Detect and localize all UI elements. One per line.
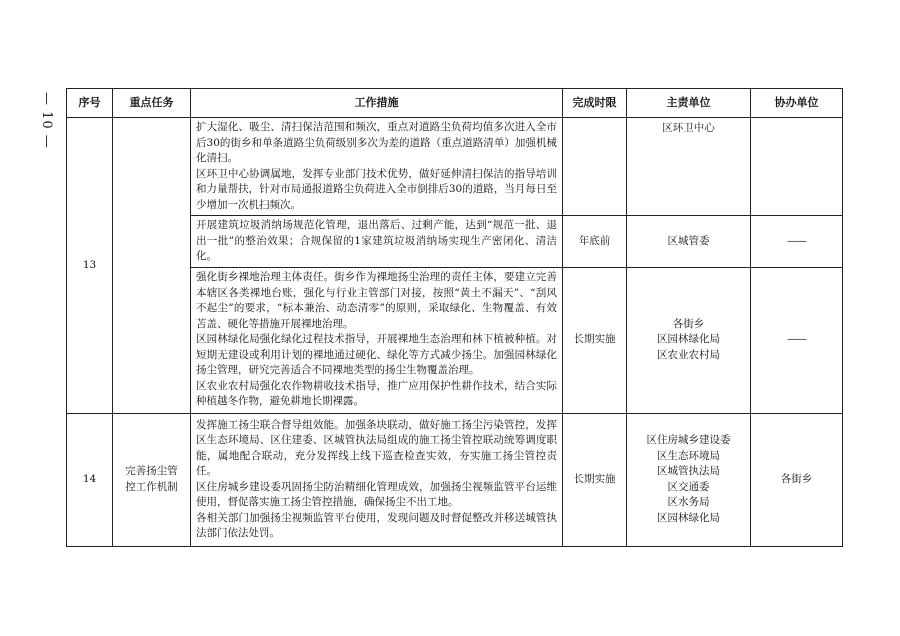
lead-unit: 区环卫中心 [662,122,715,134]
lead-unit: 区交通委 [667,480,710,493]
measure-text: 扩大湿化、吸尘、清扫保洁范围和频次，重点对道路尘负荷均值多次进入全市后30的街乡和单条道路尘负荷级别多次为差的道路（重点道路清单）加强机械化清扫。 [196,121,557,164]
lead-cell [627,267,751,413]
assist-cell: —— [751,267,843,413]
measure-text: 区环卫中心协调属地，发挥专业部门技术优势，做好延伸清扫保洁的指导培训和力量帮扶，针对市局通报道路尘负荷进入全市倒排后30的道路，当月每日至少增加一次机扫频次。 [196,167,557,211]
measures-cell [191,413,563,546]
measure-text: 开展建筑垃圾消纳场规范化管理，退出落后、过剩产能，达到“规范一批、退出一批”的整治效果；合规保留的1家建筑垃圾消纳场实现生产密闭化、清洁化。 [196,219,557,262]
lead-unit: 区园林绿化局 [657,333,720,346]
assist-cell [751,118,843,216]
measure-text: 强化街乡裸地治理主体责任。街乡作为裸地扬尘治理的责任主体，要建立完善本辖区各类裸地台账，强化与行业主管部门对接，按照“黄土不漏天”、“刮风不起尘”的要求，“标本兼治、动态清零”的原则，采取绿化、生物覆盖、有效苫盖、硬化等措施开展裸地治理。 [196,271,557,330]
deadline-cell: 年底前 [563,216,627,268]
header-measures: 工作措施 [191,89,563,118]
measures-cell [191,216,563,268]
table-row [67,413,843,546]
lead-unit: 区城管委 [667,234,710,247]
header-assist: 协办单位 [751,89,843,118]
task-cell [113,413,191,546]
header-lead: 主责单位 [627,89,751,118]
seq-cell: 13 [67,118,113,414]
header-seq: 序号 [67,89,113,118]
lead-unit: 各街乡 [672,317,705,330]
lead-unit: 区住房城乡建设委 [646,434,731,446]
header-task: 重点任务 [113,89,191,118]
measure-text: 各相关部门加强扬尘视频监管平台使用，发现问题及时督促整改并移送城管执法部门依法处罚。 [196,511,557,539]
header-deadline: 完成时限 [563,89,627,118]
assist-cell: 各街乡 [751,413,843,546]
lead-cell [627,413,751,546]
deadline-cell [563,118,627,216]
measure-text: 发挥施工扬尘联合督导组效能。加强条块联动，做好施工扬尘污染管控，发挥区生态环境局、区住建委、区城管执法局组成的施工扬尘管控联动统筹调度职能，属地配合联动，充分发挥线上线下巡查检查实效，夯实施工扬尘管控责任。 [196,418,557,477]
measure-text: 区住房城乡建设委巩固扬尘防治精细化管理成效，加强扬尘视频监管平台运维使用，督促落实施工扬尘管控措施，确保扬尘不出工地。 [196,480,557,508]
lead-cell [627,118,751,216]
measures-cell [191,118,563,216]
assist-cell: —— [751,216,843,268]
lead-unit: 区生态环境局 [657,449,720,462]
lead-unit: 区水务局 [667,496,710,508]
table-header-row [67,89,843,118]
seq-cell: 14 [67,413,113,546]
page-number [26,92,56,152]
lead-cell [627,216,751,268]
task-table [66,88,843,547]
lead-unit: 区城管执法局 [657,465,720,477]
lead-unit: 区农业农村局 [657,348,720,361]
measure-text: 区园林绿化局强化绿化过程技术指导，开展裸地生态治理和林下植被种植。对短期无建设或利用计划的裸地通过硬化、绿化等方式减少扬尘。加强园林绿化扬尘管理，研究完善适合不同裸地类型的扬尘生物覆盖治理。 [196,333,557,377]
task-text: 控工作机制 [125,480,178,493]
deadline-cell: 长期实施 [563,267,627,413]
measures-cell [191,267,563,413]
page-number-text: — 10 — [39,92,54,149]
measure-text: 区农业农村局强化农作物耕收技术指导，推广应用保护性耕作技术，结合实际种植越冬作物，避免耕地长期裸露。 [196,379,557,408]
lead-unit: 区园林绿化局 [657,511,720,524]
table-row [67,118,843,216]
task-cell [113,118,191,414]
task-text: 完善扬尘管 [125,465,178,477]
deadline-cell: 长期实施 [563,413,627,546]
